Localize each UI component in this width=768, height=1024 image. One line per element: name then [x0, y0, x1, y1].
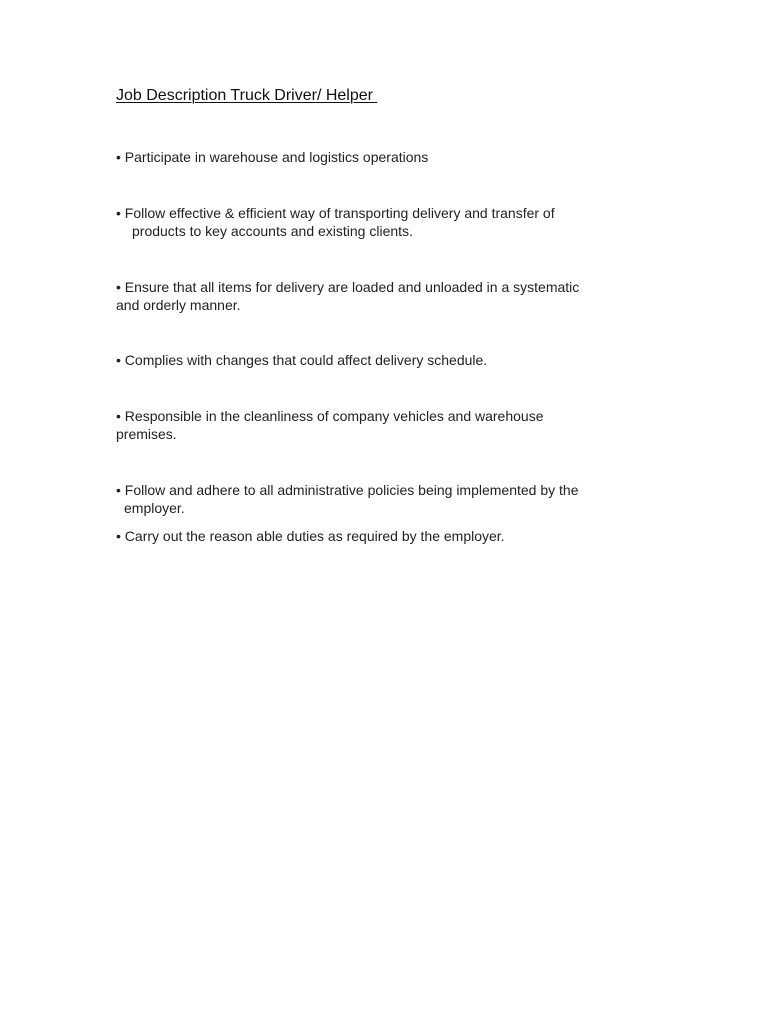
bullet-icon: •	[116, 279, 121, 295]
bullet-icon: •	[116, 408, 121, 424]
list-item	[116, 481, 656, 517]
list-item-line	[116, 148, 656, 166]
list-item	[116, 148, 656, 166]
list-item	[116, 351, 656, 369]
list-item-continuation: and orderly manner.	[116, 297, 241, 313]
list-item-text: Complies with changes that could affect delivery schedule.	[124, 352, 488, 368]
list-item-continuation: products to key accounts and existing clients.	[132, 223, 413, 239]
page-title: Job Description Truck Driver/ Helper	[116, 87, 378, 104]
list-item	[116, 407, 656, 443]
list-item-continuation: employer.	[124, 500, 185, 516]
bullet-icon: •	[116, 528, 121, 544]
list-item-line	[116, 527, 656, 545]
bullet-icon: •	[116, 149, 121, 165]
list-item-text: Participate in warehouse and logistics operations	[124, 149, 429, 165]
list-item	[116, 278, 656, 314]
list-item-line	[116, 481, 656, 499]
list-item-line	[116, 278, 656, 296]
list-item-text: Follow and adhere to all administrative policies being implemented by the	[124, 482, 579, 498]
list-item-text: Ensure that all items for delivery are loaded and unloaded in a systematic	[124, 279, 580, 295]
bullet-icon: •	[116, 352, 121, 368]
list-item-continuation: premises.	[116, 426, 177, 442]
list-item-line	[116, 204, 656, 222]
list-item	[116, 527, 656, 545]
list-item-text: Follow effective & efficient way of transporting delivery and transfer of	[124, 205, 555, 221]
bullet-icon: •	[116, 482, 121, 498]
list-item-line	[116, 407, 656, 425]
list-item-text: Responsible in the cleanliness of company vehicles and warehouse	[124, 408, 544, 424]
list-item-line	[116, 351, 656, 369]
list-item-text: Carry out the reason able duties as required by the employer.	[124, 528, 505, 544]
list-item	[116, 204, 656, 240]
bullet-icon: •	[116, 205, 121, 221]
